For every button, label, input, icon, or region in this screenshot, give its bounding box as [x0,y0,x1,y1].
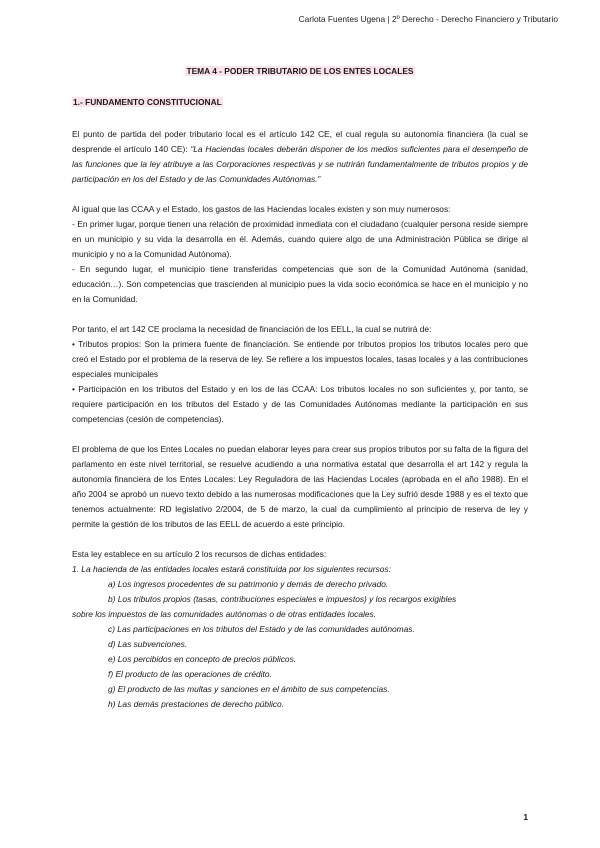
paragraph-4: El problema de que los Entes Locales no puedan elaborar leyes para crear sus propios tributos por su falta de la figura del parlamento en este nivel territorial, se resuelve acudiendo a una normativa estatal que desarrolla el art 142 y regula la autonomía financiera de los Entes Locales: Ley Reguladora de las Haciendas Locales (aprobada en el año 1988). En el año 2004 se aprobó un nuevo texto debido a las numerosas modificaciones que la Ley sufrió desde 1988 y es el texto que tenemos actualmente: RD legislativo 2/2004, de 5 de marzo, la cual da cumplimiento al principio de reserva de ley y permite la gestión de los tributos de las EELL de acuerdo a este principio. [72,444,528,529]
document-title: TEMA 4 - PODER TRIBUTARIO DE LOS ENTES LOCALES [186,66,414,76]
quote: “La Haciendas locales deberán disponer de los medios suficientes para el desempeño de las funciones que la ley atribuye a las Corporaciones respectivas y se nutrirán fundamentalmente de tributos propios y de participación en los del Estado y de las Comunidades Autónomas.” [72,144,529,184]
paragraph-3: Por tanto, el art 142 CE proclama la necesidad de financiación de los EELL, la cual se nutrirá de: [72,324,432,334]
paragraph-1: El punto de partida del poder tributario local es el artículo 142 CE, el cual regula su autonomía financiera (la cual se desprende el artículo 140 CE): “La Haciendas locales deberán disponer de los medios suficientes para el desempeño de las funciones que la ley atribuye a las Corporaciones respectivas y se nutrirán fundamentalmente de tributos propios y de participación en los del Estado y de las Comunidades Autónomas.” [72,129,529,184]
section-heading: 1.- FUNDAMENTO CONSTITUCIONAL [73,97,222,107]
list-item: e) Los percibidos en concepto de precios públicos. [108,654,297,664]
list-item: a) Los ingresos procedentes de su patrimonio y demás de derecho privado. [108,579,389,589]
paragraph-2-bullet-2: - En segundo lugar, el municipio tiene transferidas competencias que son de la Comunidad Autónoma (sanidad, educación…). Son competencias que trascienden al municipio pues la vida socio económica se hace en el municipio y no en la Comunidad. [72,264,528,304]
list-item: b) Los tributos propios (tasas, contribuciones especiales e impuestos) y los recargos exigibles [108,594,457,604]
list-item: g) El producto de las multas y sanciones en el ámbito de sus competencias. [108,684,390,694]
paragraph-2: Al igual que las CCAA y el Estado, los gastos de las Haciendas locales existen y son muy numerosos: [72,204,451,214]
paragraph-3-bullet-2: • Participación en los tributos del Estado y en los de las CCAA: Los tributos locales no son suficientes y, por tanto, se requiere participación en los tributos del Estado y de las Comunidades Autónomas mediante la participación en sus competencias (cesión de competencias). [72,384,528,424]
list-item: d) Las subvenciones. [108,639,188,649]
list-item: sobre los impuestos de las comunidades autónomas o de otras entidades locales. [72,609,377,619]
list-intro: 1. La hacienda de las entidades locales estará constituida por los siguientes recursos: [72,564,391,574]
page-header: Carlota Fuentes Ugena | 2º Derecho - Derecho Financiero y Tributario [298,14,558,24]
paragraph-5: Esta ley establece en su artículo 2 los recursos de dichas entidades: [72,549,327,559]
paragraph-2-bullet-1: - En primer lugar, porque tienen una relación de proximidad inmediata con el ciudadano (cualquier persona reside siempre en un municipio y su vida la desarrolla en él. Además, cuando quiere algo de una Administración Pública se dirige al municipio y no a la Comunidad Autónoma). [72,219,528,259]
list-item: h) Las demás prestaciones de derecho público. [108,699,284,709]
document-body [72,64,528,712]
list-item: f) El producto de las operaciones de crédito. [108,669,272,679]
list-item: c) Las participaciones en los tributos del Estado y de las comunidades autónomas. [108,624,415,634]
paragraph-3-bullet-1: • Tributos propios: Son la primera fuente de financiación. Se entiende por tributos propios los tributos locales pero que creó el Estado por el problema de la reserva de ley. Se refiere a los impuestos locales, tasas locales y a las contribuciones especiales municipales [72,339,528,379]
page-number: 1 [523,812,528,822]
